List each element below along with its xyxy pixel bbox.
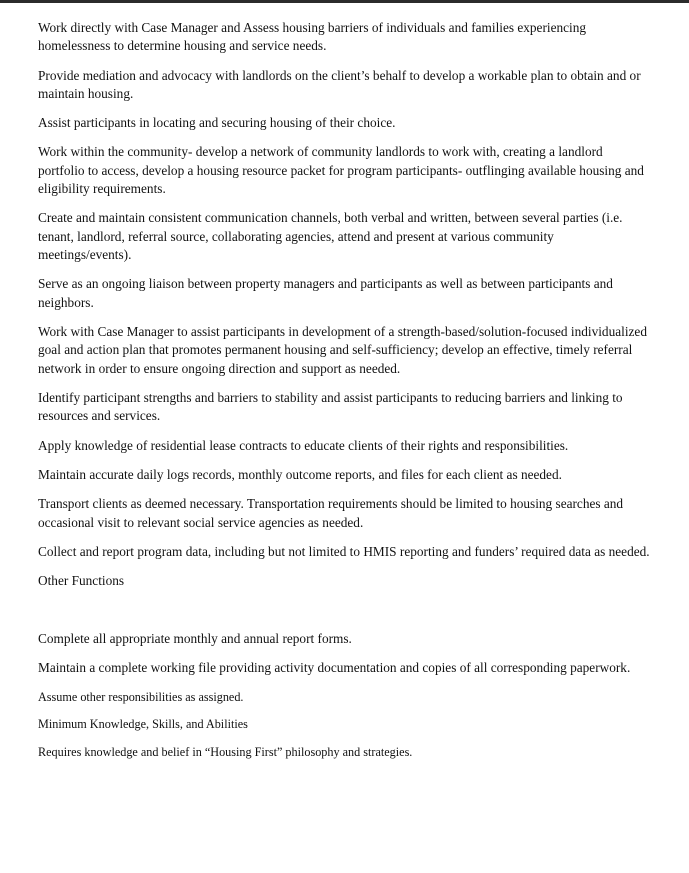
other-function-paragraph: Maintain a complete working file providing activity documentation and copies of all corresponding paperwork. <box>38 660 631 676</box>
ksa-heading: Minimum Knowledge, Skills, and Abilities <box>38 717 248 732</box>
duty-paragraph: Transport clients as deemed necessary. Transportation requirements should be limited to housing searches and occasional visit to relevant social service agencies as needed. <box>38 496 624 530</box>
assume-other-paragraph: Assume other responsibilities as assigned. <box>38 689 244 704</box>
ksa-item: Requires knowledge and belief in “Housing First” philosophy and strategies. <box>38 744 413 759</box>
duty-paragraph: Work within the community- develop a network of community landlords to work with, creating a landlord portfolio to access, develop a housing resource packet for program participants- outflinging available housing and eligibility requirements. <box>38 144 644 197</box>
duty-paragraph: Maintain accurate daily logs records, monthly outcome reports, and files for each client as needed. <box>38 466 562 482</box>
duty-paragraph: Work with Case Manager to assist participants in development of a strength-based/solution-focused individualized goal and action plan that promotes permanent housing and self-sufficiency; develop an effective, timely referral network in order to ensure ongoing direction and support as needed. <box>38 324 647 376</box>
duty-paragraph: Create and maintain consistent communication channels, both verbal and written, between several parties (i.e. tenant, landlord, referral source, collaborating agencies, attend and present at various community meetings/events). <box>38 210 623 263</box>
duty-paragraph: Serve as an ongoing liaison between property managers and participants as well as between participants and neighbors. <box>38 276 613 310</box>
document-page <box>38 19 650 771</box>
other-functions-heading: Other Functions <box>38 572 125 588</box>
duty-paragraph: Collect and report program data, including but not limited to HMIS reporting and funders’ required data as needed. <box>38 543 650 559</box>
duty-paragraph: Provide mediation and advocacy with landlords on the client’s behalf to develop a workable plan to obtain and or maintain housing. <box>38 67 641 102</box>
duty-paragraph: Work directly with Case Manager and Assess housing barriers of individuals and families experiencing homelessness to determine housing and service needs. <box>38 20 587 54</box>
duty-paragraph: Assist participants in locating and securing housing of their choice. <box>38 115 396 131</box>
page-top-border <box>0 0 689 3</box>
other-function-paragraph: Complete all appropriate monthly and annual report forms. <box>38 631 352 647</box>
section-spacer <box>38 601 650 630</box>
duty-paragraph: Identify participant strengths and barriers to stability and assist participants to reducing barriers and linking to resources and services. <box>38 390 623 424</box>
duty-paragraph: Apply knowledge of residential lease contracts to educate clients of their rights and responsibilities. <box>38 437 569 453</box>
